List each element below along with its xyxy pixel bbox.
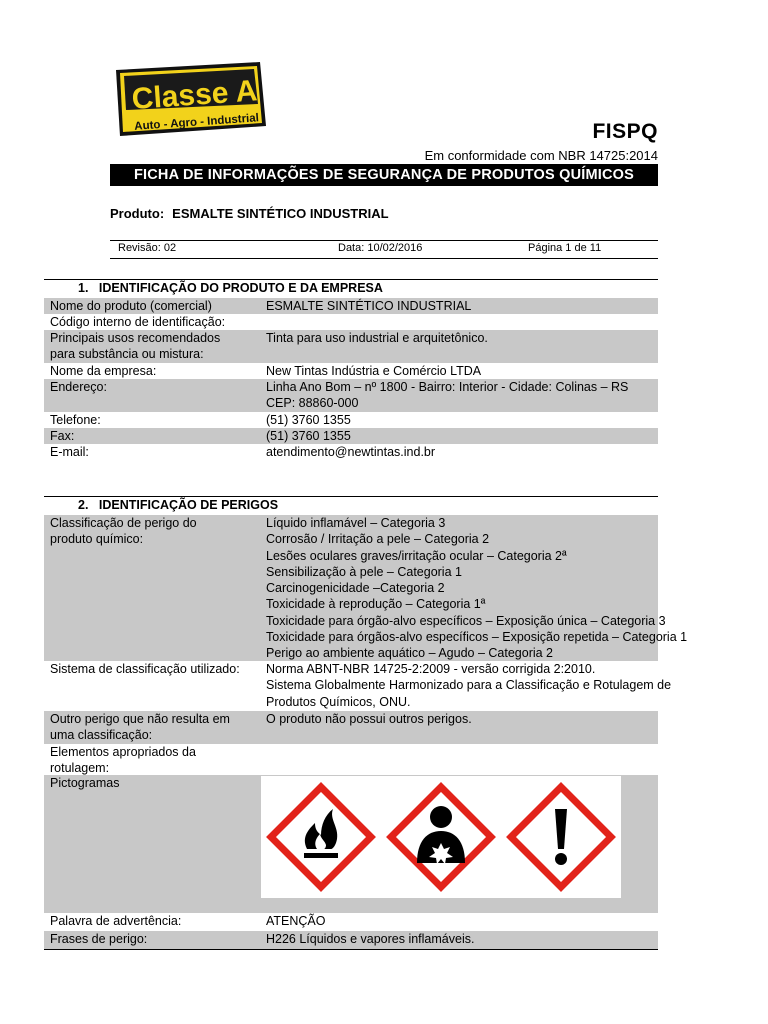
row-value — [266, 515, 688, 662]
row-value-line: (51) 3760 1355 — [266, 429, 351, 443]
row-value-line: Sistema Globalmente Harmonizado para a Classificação e Rotulagem de — [266, 678, 672, 693]
section-divider — [44, 279, 658, 280]
row-value-line: ATENÇÃO — [266, 914, 326, 928]
row-label — [50, 661, 255, 677]
row-value-line: Tinta para uso industrial e arquitetônico. — [266, 331, 488, 345]
row-label — [50, 931, 255, 947]
row-value-line: CEP: 88860-000 — [266, 396, 359, 411]
row-value — [266, 913, 656, 929]
product-value: ESMALTE SINTÉTICO INDUSTRIAL — [172, 206, 389, 221]
row-label-line: Endereço: — [50, 380, 107, 394]
table-row — [44, 444, 658, 461]
logo-main-text: Classe A — [130, 74, 259, 117]
section-1-title — [78, 281, 383, 295]
pictogram-panel — [261, 776, 621, 898]
table-bottom-border — [44, 949, 658, 950]
row-value-line: Perigo ao ambiente aquático – Agudo – Categoria 2 — [266, 646, 554, 661]
row-value — [266, 412, 656, 428]
row-label — [50, 515, 255, 548]
table-row — [44, 515, 688, 661]
row-label — [50, 711, 255, 744]
row-value-line: Produtos Químicos, ONU. — [266, 694, 411, 709]
divider — [110, 240, 658, 241]
row-label-line: E-mail: — [50, 445, 89, 459]
table-row — [44, 913, 658, 931]
row-value — [266, 661, 672, 710]
section-2-title — [78, 498, 278, 512]
logo-sub-text: Auto - Agro - Industrial — [133, 112, 260, 133]
table-row — [44, 711, 658, 744]
row-label-line: Palavra de advertência: — [50, 914, 182, 928]
row-value-line: Linha Ano Bom – nº 1800 - Bairro: Interior - Cidade: Colinas – RS — [266, 380, 629, 394]
section-title-text: IDENTIFICAÇÃO DO PRODUTO E DA EMPRESA — [98, 281, 383, 295]
section-number: 1. — [78, 281, 89, 295]
row-label — [50, 913, 255, 929]
section-divider — [44, 496, 658, 497]
divider — [110, 258, 658, 259]
row-label — [50, 412, 255, 428]
row-value-line: New Tintas Indústria e Comércio LTDA — [266, 364, 482, 378]
row-label-line: Classificação de perigo do — [50, 516, 197, 530]
table-row — [44, 379, 658, 412]
row-label-line: Frases de perigo: — [50, 932, 148, 946]
row-label — [50, 363, 255, 379]
table-row — [44, 363, 658, 379]
table-row — [44, 931, 658, 949]
row-value — [266, 330, 656, 346]
row-label — [50, 428, 255, 444]
row-value-line: Sensibilização à pele – Categoria 1 — [266, 564, 462, 579]
row-value — [266, 298, 656, 314]
table-row — [44, 314, 658, 330]
row-value-line: (51) 3760 1355 — [266, 413, 351, 427]
revision-number: Revisão: 02 — [118, 242, 177, 254]
row-value-line: Corrosão / Irritação a pele – Categoria 2 — [266, 532, 490, 547]
revision-date: Data: 10/02/2016 — [338, 242, 423, 254]
product-line — [110, 206, 389, 221]
product-label: Produto: — [110, 206, 165, 221]
row-label-line: para substância ou mistura: — [50, 347, 204, 362]
row-label-line: Nome da empresa: — [50, 364, 157, 378]
row-label — [50, 314, 255, 330]
row-label — [50, 744, 255, 777]
row-value-line: Carcinogenicidade –Categoria 2 — [266, 581, 445, 596]
row-value-line: O produto não possui outros perigos. — [266, 712, 472, 726]
row-label-line: Sistema de classificação utilizado: — [50, 662, 240, 676]
row-label-line: produto químico: — [50, 532, 144, 547]
doc-banner: FICHA DE INFORMAÇÕES DE SEGURANÇA DE PRODUTOS QUÍMICOS — [110, 164, 658, 186]
section-number: 2. — [78, 498, 89, 512]
health-hazard-icon — [391, 787, 491, 887]
row-value-line: Toxicidade para órgão-alvo específicos – Exposição única – Categoria 3 — [266, 613, 666, 628]
company-logo — [110, 60, 270, 138]
row-label-line: Elementos apropriados da — [50, 745, 196, 759]
row-label — [50, 298, 255, 314]
exclamation-mark-icon — [511, 787, 611, 887]
row-value-line: ESMALTE SINTÉTICO INDUSTRIAL — [266, 299, 472, 313]
table-row — [44, 428, 658, 444]
row-value — [266, 711, 656, 727]
row-value-line: H226 Líquidos e vapores inflamáveis. — [266, 932, 475, 946]
table-row — [44, 661, 672, 711]
row-label-line: Nome do produto (comercial) — [50, 299, 212, 313]
row-label-line: Outro perigo que não resulta em — [50, 712, 230, 726]
row-value — [266, 931, 656, 947]
row-label — [50, 379, 255, 395]
row-value — [266, 428, 656, 444]
row-value — [266, 379, 656, 412]
row-value — [266, 363, 656, 379]
row-value-line: Lesões oculares graves/irritação ocular – Categoria 2ª — [266, 548, 567, 563]
row-label-line: Telefone: — [50, 413, 101, 427]
conformity-note: Em conformidade com NBR 14725:2014 — [424, 148, 658, 163]
row-value — [266, 444, 656, 460]
row-value-line: atendimento@newtintas.ind.br — [266, 445, 436, 459]
row-value-line: Toxicidade à reprodução – Categoria 1ª — [266, 597, 486, 612]
doc-code: FISPQ — [592, 120, 658, 143]
row-label-line: Fax: — [50, 429, 75, 443]
row-value-line: Líquido inflamável – Categoria 3 — [266, 516, 446, 530]
table-row — [44, 744, 658, 775]
row-label — [50, 444, 255, 460]
table-row — [44, 330, 658, 363]
row-label-line: uma classificação: — [50, 728, 153, 743]
page-number: Página 1 de 11 — [528, 242, 602, 254]
flame-icon — [271, 787, 371, 887]
row-label-line: Pictogramas — [50, 776, 120, 790]
row-value-line: Norma ABNT-NBR 14725-2:2009 - versão corrigida 2:2010. — [266, 662, 596, 676]
row-label-line: rotulagem: — [50, 761, 110, 776]
row-label — [50, 330, 255, 363]
table-row — [44, 412, 658, 428]
section-title-text: IDENTIFICAÇÃO DE PERIGOS — [98, 498, 279, 512]
row-label — [50, 775, 255, 791]
row-label-line: Código interno de identificação: — [50, 315, 226, 329]
row-value-line: Toxicidade para órgãos-alvo específicos – Exposição repetida – Categoria 1 — [266, 630, 688, 645]
row-label-line: Principais usos recomendados — [50, 331, 221, 345]
table-row — [44, 298, 658, 314]
